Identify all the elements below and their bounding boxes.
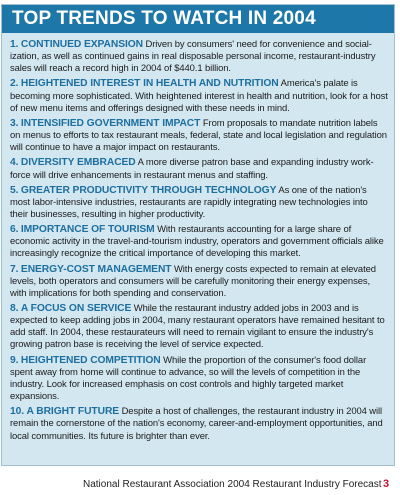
trend-text: From proposals to mandate nutrition labels on menus to efforts to tax restaurant meals, federal, state and local legislation and regulation will continue to have a major impact on restaurants. [10, 117, 387, 154]
trend-number: 7. [10, 263, 19, 275]
trends-header-bar [2, 5, 394, 33]
trend-item [10, 185, 388, 221]
trend-number: 1. [10, 39, 19, 50]
trend-heading: A BRIGHT FUTURE [26, 406, 120, 418]
trend-item [10, 303, 388, 351]
trend-heading: INTENSIFIED GOVERNMENT IMPACT [20, 117, 201, 129]
trend-text: A more diverse patron base and expanding industry work-force will drive enhancements in restaurant menus and staffing. [10, 157, 374, 181]
trend-number: 10. [10, 406, 25, 418]
trend-number: 9. [10, 354, 19, 366]
trend-heading: A FOCUS ON SERVICE [20, 303, 132, 315]
trends-box [1, 4, 395, 466]
trend-text: Despite a host of challenges, the restaurant industry in 2004 will remain the cornerstone of the nation's economy, career-and-employment opportunities, and local communities. Its future is brighter than ever. [10, 406, 383, 442]
trend-number: 2. [10, 78, 19, 90]
trend-text: While the proportion of the consumer's food dollar spent away from home will continue to advance, so will the levels of competition in the industry. Look for increased emphasis on cost controls and highly targeted market expansions. [10, 354, 367, 403]
trend-text: America's palate is becoming more sophisticated. With heightened interest in health and nutrition, look for a host of new menu items and offerings designed with these needs in mind. [10, 78, 388, 114]
trend-text: Driven by consumers' need for convenience and social-ization, as well as continued gains in real disposable personal income, restaurant-industry sales will reach a record high in 2004 of $440.1 billion. [10, 39, 376, 75]
trend-heading: HEIGHTENED COMPETITION [20, 354, 161, 366]
trend-number: 6. [10, 224, 19, 236]
page-number: 3 [383, 478, 390, 490]
trend-item [10, 78, 388, 114]
trend-number: 4. [10, 157, 19, 169]
trend-number: 5. [10, 184, 19, 196]
trend-number: 3. [10, 117, 19, 129]
trend-heading: IMPORTANCE OF TOURISM [20, 224, 155, 236]
trend-heading: DIVERSITY EMBRACED [20, 157, 136, 169]
trend-heading: GREATER PRODUCTIVITY THROUGH TECHNOLOGY [20, 184, 277, 196]
trends-title: TOP TRENDS TO WATCH IN 2004 [12, 8, 316, 29]
trend-text: As one of the nation's most labor-intensive industries, restaurants are rapidly integrating new technologies into their businesses, resulting in higher productivity. [10, 184, 368, 220]
trend-item [10, 118, 388, 154]
trend-text: With restaurants accounting for a large share of economic activity in the travel-and-tourism industry, operators and government officials alike increasingly recognize the critical importance of developing this market. [10, 224, 384, 260]
trend-heading: CONTINUED EXPANSION [20, 39, 143, 50]
trend-number: 8. [10, 303, 19, 315]
trend-heading: ENERGY-COST MANAGEMENT [20, 263, 172, 275]
trend-item [10, 39, 388, 75]
trend-item [10, 406, 388, 442]
trends-list [10, 39, 388, 446]
trend-item [10, 355, 388, 403]
trend-item [10, 264, 388, 300]
trend-heading: HEIGHTENED INTEREST IN HEALTH AND NUTRITION [20, 78, 279, 90]
footer-text: National Restaurant Association 2004 Restaurant Industry Forecast [83, 479, 382, 490]
trend-text: With energy costs expected to remain at elevated levels, both operators and consumers will be carefully monitoring their energy expenses, with implications for both spending and conservation. [10, 263, 376, 299]
trend-text: While the restaurant industry added jobs in 2003 and is expected to keep adding jobs in 2004, many restaurant operators have remained hesitant to add staff. In 2004, these restaurateurs will need to remain vigilant to ensure the industry's growing patron base is receiving the level of service expected. [10, 303, 385, 351]
trend-item [10, 224, 388, 260]
trend-item [10, 157, 388, 181]
